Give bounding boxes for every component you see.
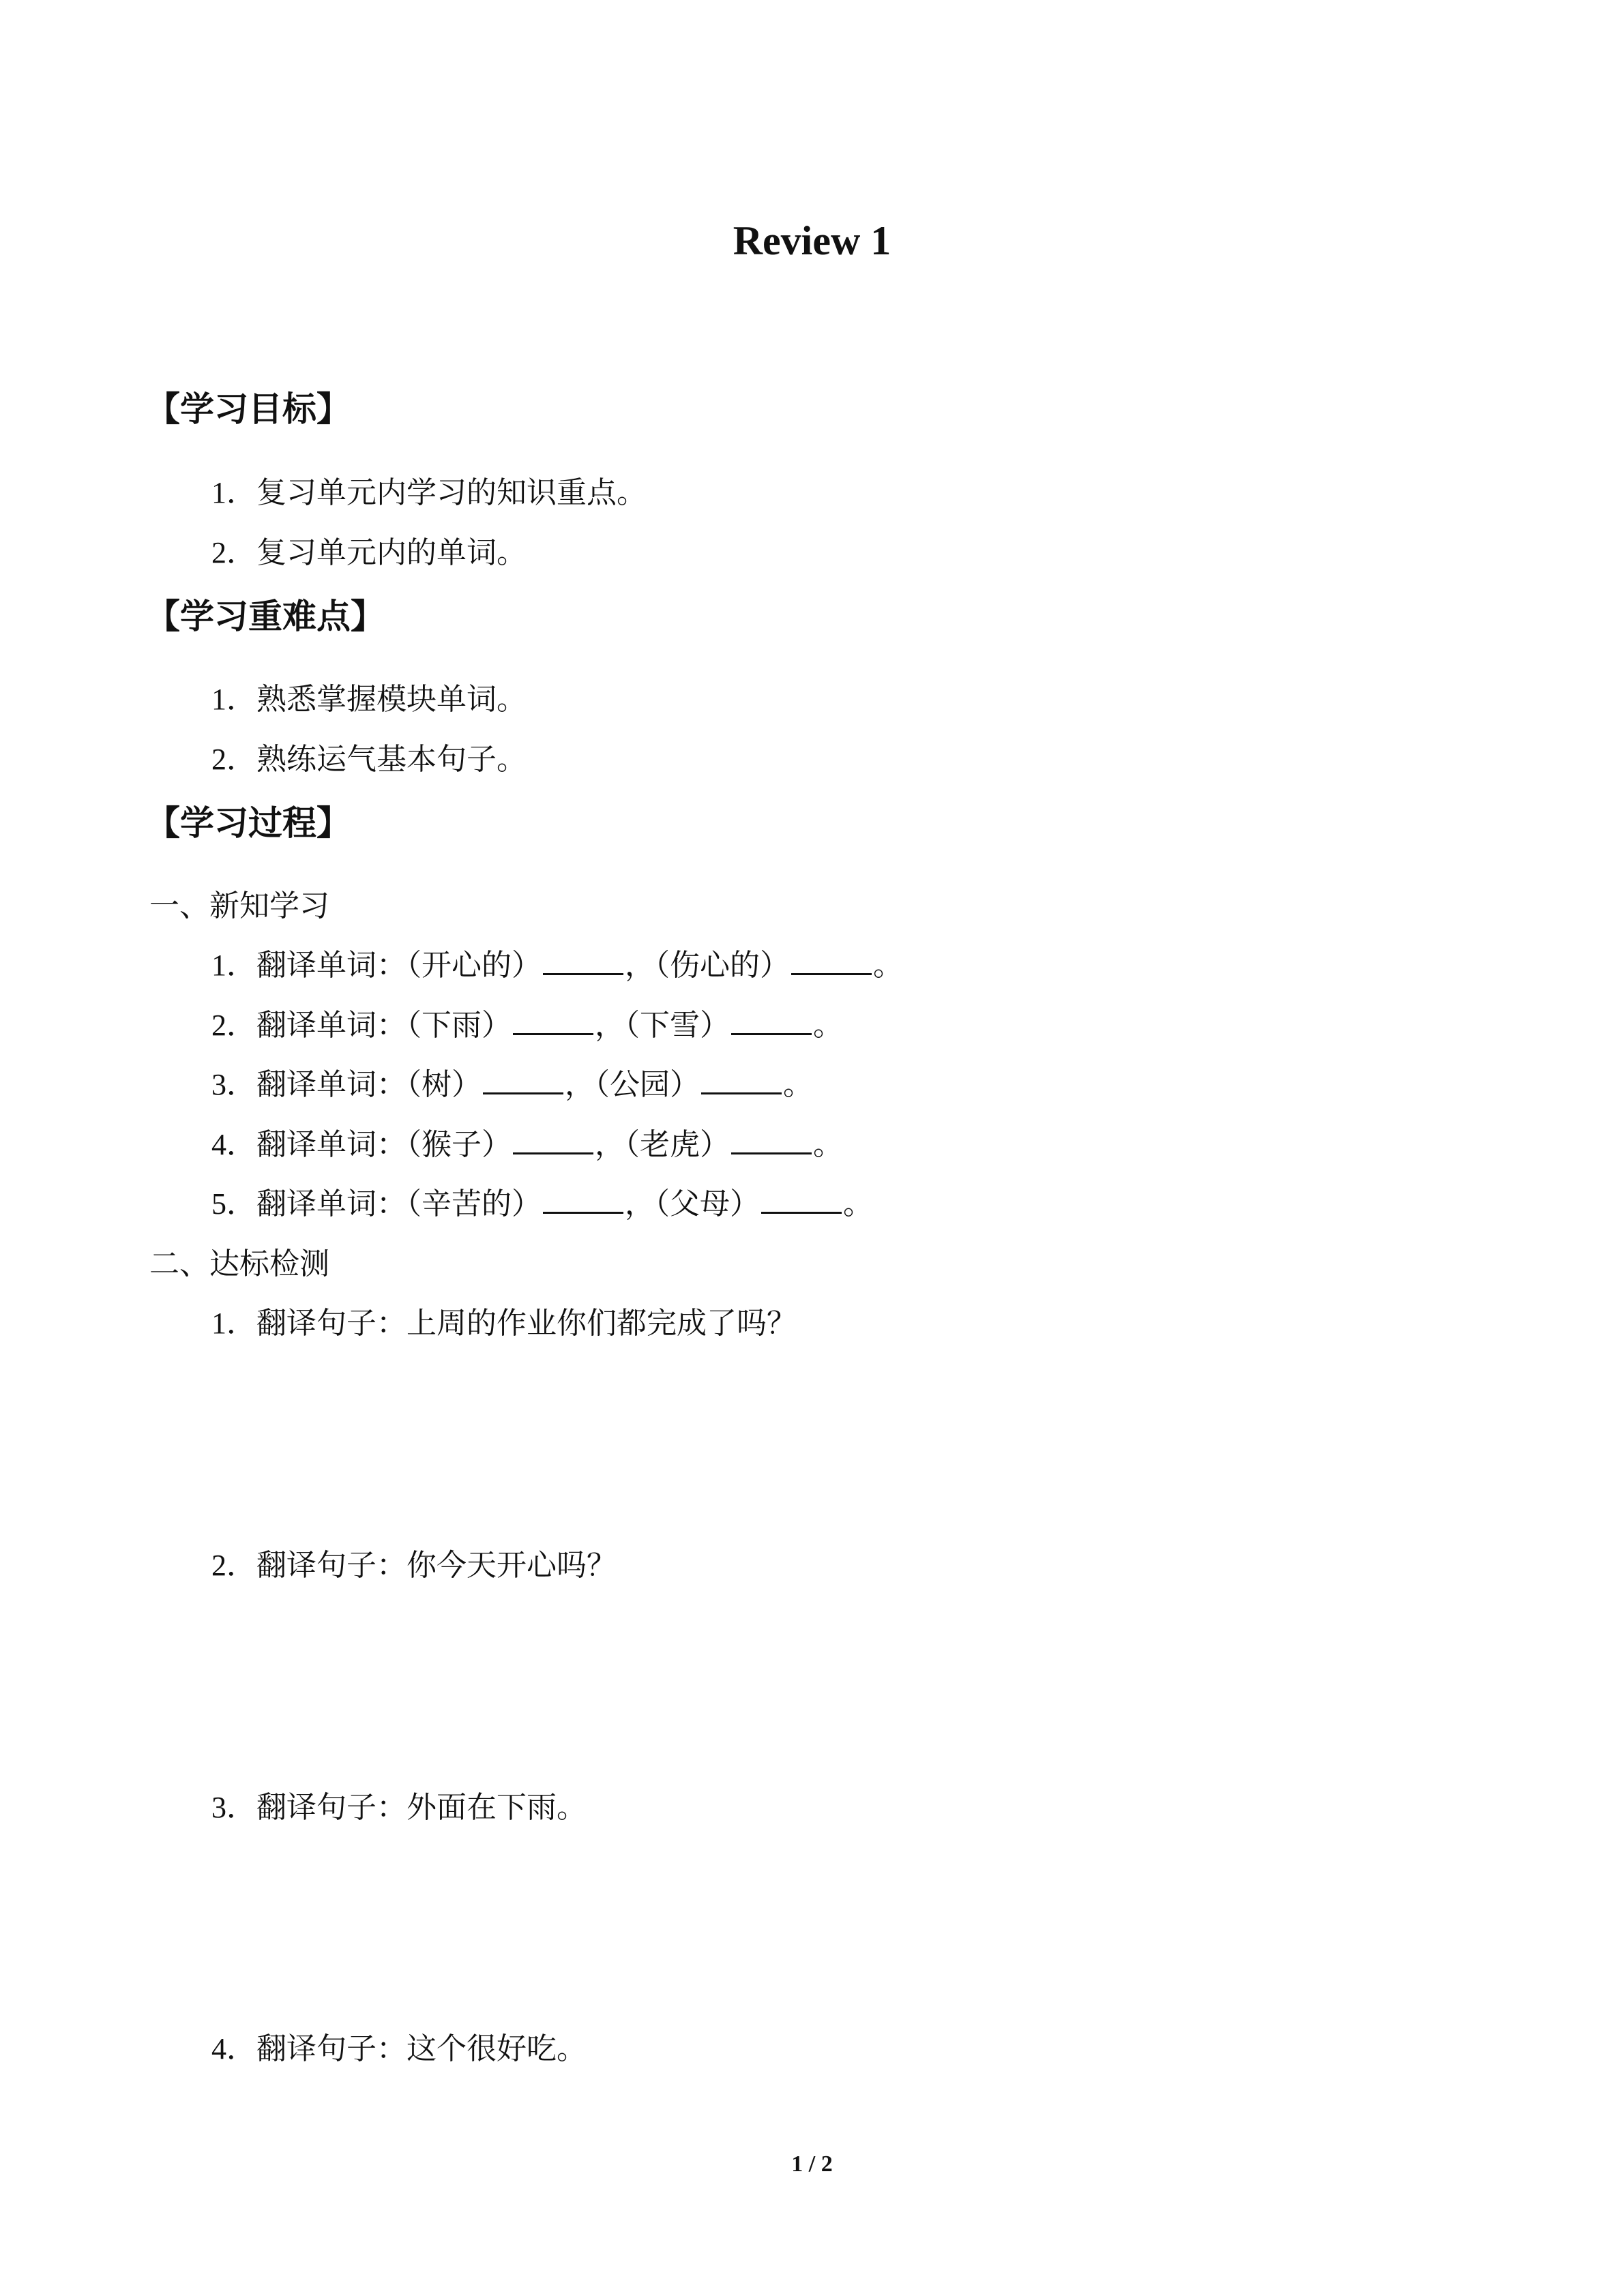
heading-learning-goals: 【学习目标】 [146,389,351,429]
vocab-item: 3．翻译单词：（树） ，（公园） 。 [211,1064,813,1105]
answer-blank[interactable] [513,1125,593,1154]
answer-blank[interactable] [701,1065,782,1094]
difficulty-item: 2．熟练运气基本句子。 [211,742,527,777]
answer-blank[interactable] [543,1184,623,1214]
sentence-item: 4．翻译句子：这个很好吃。 [211,2031,587,2066]
sentence-item: 3．翻译句子：外面在下雨。 [211,1790,587,1825]
answer-blank[interactable] [731,1125,812,1154]
vocab-item: 2．翻译单词：（下雨） ，（下雪） 。 [211,1005,843,1046]
vocab-item: 1．翻译单词：（开心的） ，（伤心的） 。 [211,945,903,986]
heading-learning-process: 【学习过程】 [146,803,351,843]
answer-blank[interactable] [483,1065,563,1094]
answer-blank[interactable] [513,1006,593,1035]
page-title: Review 1 [733,218,891,263]
sentence-item: 2．翻译句子：你今天开心吗？ [211,1548,617,1583]
answer-blank[interactable] [543,946,623,975]
vocab-item: 5．翻译单词：（辛苦的） ，（父母） 。 [211,1184,873,1225]
answer-blank[interactable] [791,946,872,975]
sentence-item: 1．翻译句子：上周的作业你们都完成了吗？ [211,1306,797,1341]
page-number: 1 / 2 [791,2151,833,2177]
difficulty-item: 1．熟悉掌握模块单词。 [211,682,527,717]
goal-item: 1．复习单元内学习的知识重点。 [211,475,647,510]
section-title-assessment: 二、达标检测 [149,1247,329,1281]
answer-blank[interactable] [761,1184,842,1214]
vocab-item: 4．翻译单词：（猴子） ，（老虎） 。 [211,1124,843,1165]
section-title-new-knowledge: 一、新知学习 [149,889,329,923]
heading-key-difficulties: 【学习重难点】 [146,597,385,636]
answer-blank[interactable] [731,1006,812,1035]
goal-item: 2．复习单元内的单词。 [211,535,527,570]
